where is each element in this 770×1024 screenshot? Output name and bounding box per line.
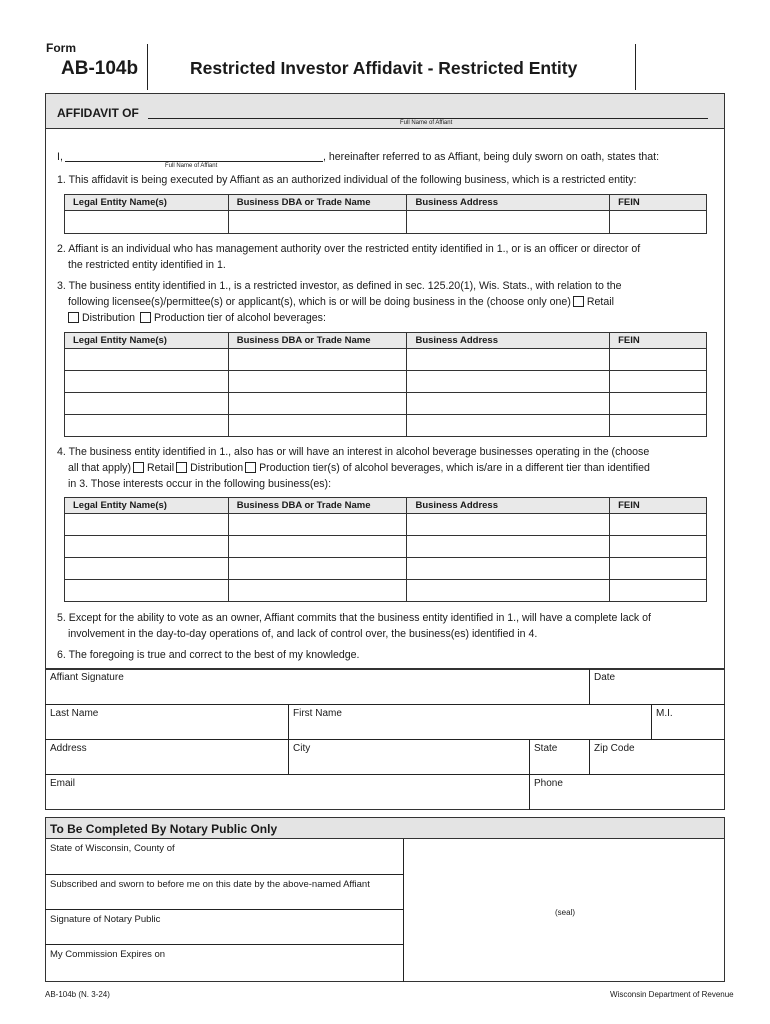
- notary-seal-area: (seal): [555, 908, 576, 917]
- notary-divider-2: [45, 909, 403, 910]
- phone-field[interactable]: Phone: [534, 778, 563, 789]
- legal-entity-name-cell[interactable]: [65, 211, 229, 234]
- business-address-cell[interactable]: [407, 536, 610, 558]
- table-row: [65, 558, 707, 580]
- table-row: [65, 393, 707, 415]
- production-label: Production tier of alcohol beverages:: [153, 312, 326, 324]
- col-legal-entity-name: Legal Entity Name(s): [65, 333, 229, 349]
- legal-entity-name-cell[interactable]: [65, 580, 229, 602]
- notary-divider-3: [45, 944, 403, 945]
- col-business-dba: Business DBA or Trade Name: [228, 498, 407, 514]
- table-row: [65, 415, 707, 437]
- sig-col-first: [288, 704, 289, 774]
- item-3-line-1: 3. The business entity identified in 1., is a restricted investor, as defined in sec. 125.20(1), Wis. Stats., with relation to the: [57, 280, 622, 292]
- page-title: Restricted Investor Affidavit - Restricted Entity: [190, 58, 578, 78]
- interest-production-label: Production tier(s) of alcohol beverages, which is/are in a different tier than identified: [259, 462, 650, 474]
- table-header-row: [65, 498, 707, 514]
- business-address-cell[interactable]: [407, 415, 610, 437]
- state-field[interactable]: State: [534, 743, 558, 754]
- header-divider-right: [635, 44, 636, 90]
- notary-divider-1: [45, 874, 403, 875]
- table-row: [65, 536, 707, 558]
- city-field[interactable]: City: [293, 743, 311, 754]
- notary-signature-field[interactable]: Signature of Notary Public: [50, 914, 161, 925]
- col-fein: FEIN: [610, 333, 707, 349]
- business-dba-cell[interactable]: [228, 580, 407, 602]
- affiant-name-caption: Full Name of Affiant: [400, 120, 453, 126]
- address-field[interactable]: Address: [50, 743, 87, 754]
- intro-name-line[interactable]: [65, 161, 323, 162]
- item-1-text: 1. This affidavit is being executed by Affiant as an authorized individual of the following business, which is a restricted entity:: [57, 174, 637, 186]
- intro-suffix: , hereinafter referred to as Affiant, being duly sworn on oath, states that:: [323, 151, 660, 163]
- legal-entity-name-cell[interactable]: [65, 536, 229, 558]
- notary-county-field[interactable]: State of Wisconsin, County of: [50, 843, 175, 854]
- intro-prefix: I,: [57, 151, 63, 163]
- col-business-address: Business Address: [407, 195, 610, 211]
- fein-cell[interactable]: [610, 514, 707, 536]
- entity-table-1: [64, 194, 707, 234]
- business-dba-cell[interactable]: [228, 211, 407, 234]
- legal-entity-name-cell[interactable]: [65, 393, 229, 415]
- business-dba-cell[interactable]: [228, 514, 407, 536]
- legal-entity-name-cell[interactable]: [65, 514, 229, 536]
- form-number: AB-104b: [61, 58, 139, 79]
- table-row: [65, 371, 707, 393]
- sig-col-zip: [589, 739, 590, 774]
- table-row: [65, 211, 707, 234]
- business-dba-cell[interactable]: [228, 558, 407, 580]
- sig-col-date: [589, 669, 590, 704]
- entity-table-3: [64, 497, 707, 602]
- sig-col-mi: [651, 704, 652, 739]
- business-dba-cell[interactable]: [228, 536, 407, 558]
- notary-seal-divider: [403, 839, 404, 982]
- item-4-line-2: [68, 461, 650, 477]
- item-3-line-2-text: following licensee(s)/permittee(s) or applicant(s), which is or will be doing business in the (choose only one): [68, 296, 571, 308]
- sig-row-divider-1: [45, 704, 725, 705]
- item-4-line-2-text: all that apply): [68, 462, 132, 474]
- affiant-name-line[interactable]: [148, 118, 708, 119]
- table-row: [65, 580, 707, 602]
- col-fein: FEIN: [610, 195, 707, 211]
- col-business-address: Business Address: [407, 498, 610, 514]
- production-checkbox[interactable]: [140, 312, 151, 323]
- business-address-cell[interactable]: [407, 371, 610, 393]
- table-header-row: [65, 333, 707, 349]
- business-address-cell[interactable]: [407, 393, 610, 415]
- affiant-signature-field[interactable]: Affiant Signature: [50, 672, 124, 683]
- col-legal-entity-name: Legal Entity Name(s): [65, 498, 229, 514]
- business-dba-cell[interactable]: [228, 393, 407, 415]
- fein-cell[interactable]: [610, 415, 707, 437]
- zip-field[interactable]: Zip Code: [594, 743, 635, 754]
- table-header-row: [65, 195, 707, 211]
- interest-retail-checkbox[interactable]: [133, 462, 144, 473]
- legal-entity-name-cell[interactable]: [65, 349, 229, 371]
- fein-cell[interactable]: [610, 393, 707, 415]
- intro-name-caption: Full Name of Affiant: [165, 163, 218, 169]
- legal-entity-name-cell[interactable]: [65, 371, 229, 393]
- distribution-label: Distribution: [82, 312, 135, 324]
- header-divider-left: [147, 44, 148, 90]
- item-2-line-2: the restricted entity identified in 1.: [68, 259, 226, 271]
- table-row: [65, 514, 707, 536]
- business-dba-cell[interactable]: [228, 371, 407, 393]
- affidavit-heading: AFFIDAVIT OF: [57, 106, 139, 120]
- notary-subscribed-field[interactable]: Subscribed and sworn to before me on this date by the above-named Affiant: [50, 879, 370, 890]
- item-5-line-1: 5. Except for the ability to vote as an owner, Affiant commits that the business entity identified in 1., will have a complete lack of: [57, 612, 651, 624]
- footer-form-id: AB-104b (N. 3-24): [45, 990, 110, 999]
- business-address-cell[interactable]: [407, 514, 610, 536]
- retail-label: Retail: [586, 296, 614, 308]
- col-business-address: Business Address: [407, 333, 610, 349]
- mi-field[interactable]: M.I.: [656, 708, 673, 719]
- item-3-line-2: [68, 295, 614, 311]
- email-field[interactable]: Email: [50, 778, 76, 789]
- last-name-field[interactable]: Last Name: [50, 708, 99, 719]
- sig-col-state: [529, 739, 530, 810]
- business-address-cell[interactable]: [407, 349, 610, 371]
- item-4-line-1: 4. The business entity identified in 1., also has or will have an interest in alcohol beverage businesses operating in the (choose: [57, 446, 650, 458]
- business-address-cell[interactable]: [407, 580, 610, 602]
- business-dba-cell[interactable]: [228, 349, 407, 371]
- item-5-line-2: involvement in the day-to-day operations of, and lack of control over, the business(es) identified in 4.: [68, 628, 538, 640]
- retail-checkbox[interactable]: [573, 296, 584, 307]
- item-6-text: 6. The foregoing is true and correct to the best of my knowledge.: [57, 649, 360, 661]
- affidavit-band: [46, 94, 724, 129]
- fein-cell[interactable]: [610, 211, 707, 234]
- fein-cell[interactable]: [610, 580, 707, 602]
- col-fein: FEIN: [610, 498, 707, 514]
- fein-cell[interactable]: [610, 536, 707, 558]
- footer-department: Wisconsin Department of Revenue: [610, 990, 734, 999]
- legal-entity-name-cell[interactable]: [65, 558, 229, 580]
- business-dba-cell[interactable]: [228, 415, 407, 437]
- business-address-cell[interactable]: [407, 558, 610, 580]
- notary-commission-field[interactable]: My Commission Expires on: [50, 949, 166, 960]
- business-address-cell[interactable]: [407, 211, 610, 234]
- sig-row-divider-2: [45, 739, 725, 740]
- sig-row-divider-3: [45, 774, 725, 775]
- col-business-dba: Business DBA or Trade Name: [228, 333, 407, 349]
- item-4-line-3: in 3. Those interests occur in the following business(es):: [68, 478, 332, 490]
- fein-cell[interactable]: [610, 558, 707, 580]
- interest-production-checkbox[interactable]: [245, 462, 256, 473]
- fein-cell[interactable]: [610, 371, 707, 393]
- date-field[interactable]: Date: [594, 672, 616, 683]
- col-legal-entity-name: Legal Entity Name(s): [65, 195, 229, 211]
- interest-distribution-label: Distribution: [190, 462, 244, 474]
- form-label: Form: [46, 41, 76, 55]
- legal-entity-name-cell[interactable]: [65, 415, 229, 437]
- interest-retail-label: Retail: [147, 462, 175, 474]
- col-business-dba: Business DBA or Trade Name: [228, 195, 407, 211]
- fein-cell[interactable]: [610, 349, 707, 371]
- distribution-checkbox[interactable]: [68, 312, 79, 323]
- item-3-line-3: [66, 311, 326, 327]
- first-name-field[interactable]: First Name: [293, 708, 342, 719]
- table-row: [65, 349, 707, 371]
- notary-heading: To Be Completed By Notary Public Only: [50, 822, 278, 836]
- entity-table-2: [64, 332, 707, 437]
- interest-distribution-checkbox[interactable]: [176, 462, 187, 473]
- item-2-line-1: 2. Affiant is an individual who has management authority over the restricted entity identified in 1., or is an officer or director of: [57, 243, 641, 255]
